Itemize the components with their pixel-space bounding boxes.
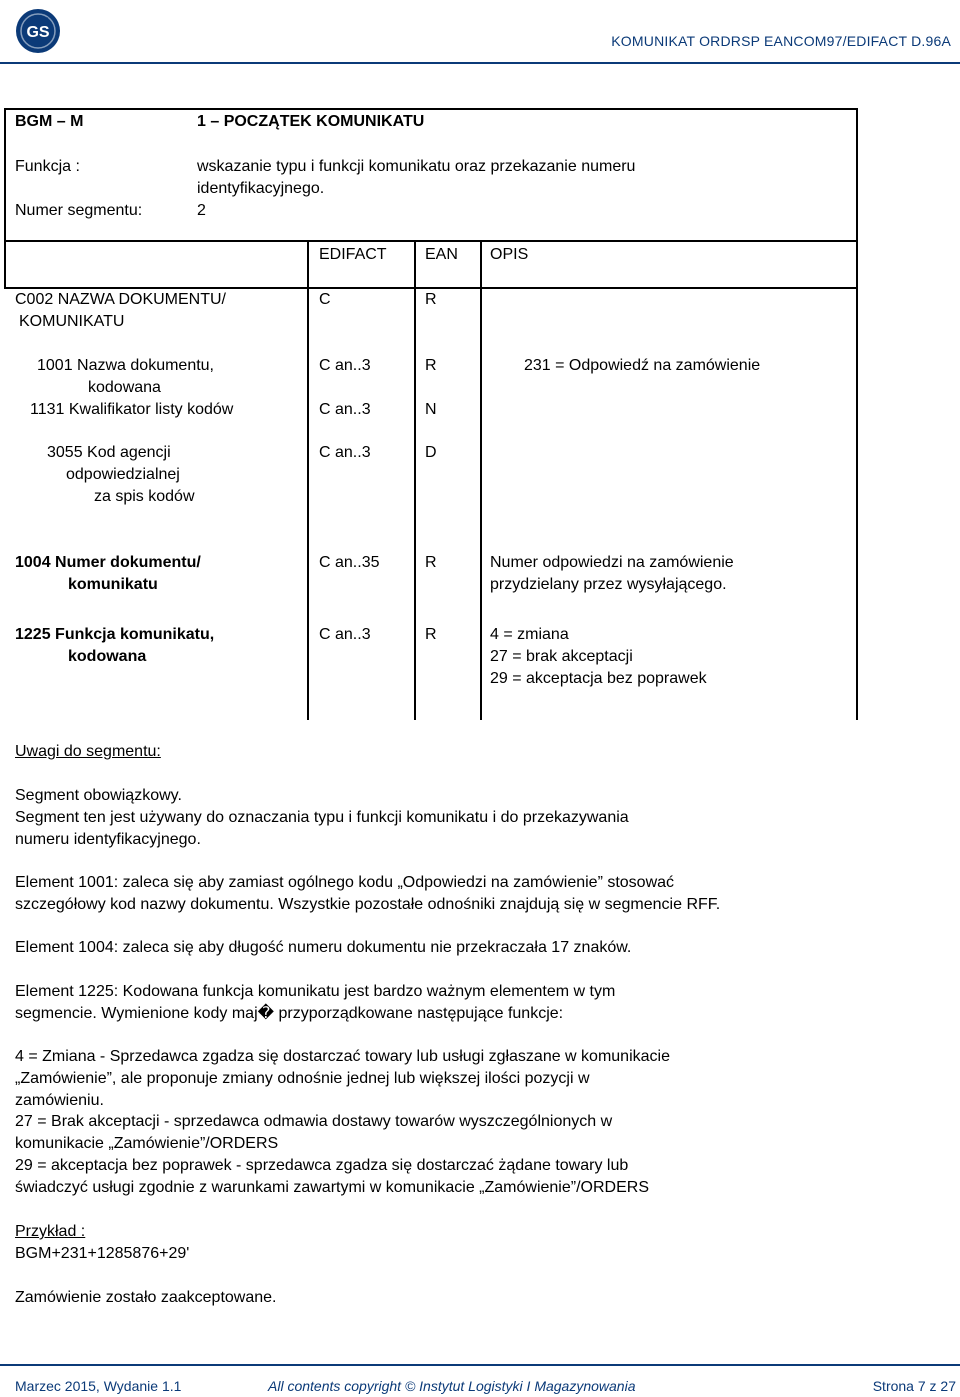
e1004-name-line1: 1004 Numer dokumentu/ (15, 554, 201, 571)
segment-number-label: Numer segmentu: (15, 202, 143, 219)
e1004-ean: R (425, 554, 437, 571)
notes-p6b: „Zamówienie”, ale proponuje zmiany odnośnie jednej lub większej ilości pozycji w (15, 1070, 590, 1087)
function-label: Funkcja : (15, 158, 80, 175)
footer-date: Marzec 2015, Wydanie 1.1 (15, 1378, 182, 1394)
example-value: BGM+231+1285876+29' (15, 1245, 190, 1262)
notes-p2b: numeru identyfikacyjnego. (15, 831, 201, 848)
function-text-1: wskazanie typu i funkcji komunikatu oraz przekazanie numeru (197, 158, 636, 175)
notes-p6c: zamówieniu. (15, 1092, 104, 1109)
e1225-name-line1: 1225 Funkcja komunikatu, (15, 626, 215, 643)
notes-p3a: Element 1001: zaleca się aby zamiast ogólnego kodu „Odpowiedzi na zamówienie” stosować (15, 874, 675, 891)
notes-p7a: 27 = Brak akceptacji - sprzedawca odmawia dostawy towarów wyszczególnionych w (15, 1113, 613, 1130)
e1004-opis-line1: Numer odpowiedzi na zamówienie (490, 554, 734, 571)
table-col-divider-3 (480, 240, 482, 720)
c002-ean: R (425, 291, 437, 308)
logo-text: 1 (44, 15, 51, 29)
e1131-edifact: C an..3 (319, 401, 371, 418)
e1225-opis-line2: 27 = brak akceptacji (490, 648, 633, 665)
function-text-2: identyfikacyjnego. (197, 180, 325, 197)
e1131-ean: N (425, 401, 437, 418)
c002-edifact: C (319, 291, 331, 308)
notes-p1: Segment obowiązkowy. (15, 787, 182, 804)
e1225-edifact: C an..3 (319, 626, 371, 643)
notes-p2a: Segment ten jest używany do oznaczania typu i funkcji komunikatu i do przekazywania (15, 809, 629, 826)
e1225-opis-line1: 4 = zmiana (490, 626, 569, 643)
notes-p7b: komunikacie „Zamówienie”/ORDERS (15, 1135, 279, 1152)
notes-p8b: świadczyć usługi zgodnie z warunkami zawartymi w komunikacie „Zamówienie”/ORDERS (15, 1179, 649, 1196)
col-header-opis: OPIS (490, 246, 529, 263)
svg-text:GS: GS (26, 24, 50, 41)
table-border-left (4, 240, 6, 288)
e3055-edifact: C an..3 (319, 444, 371, 461)
col-header-edifact: EDIFACT (319, 246, 387, 263)
footer-copyright (268, 1377, 636, 1396)
table-border-right (856, 240, 858, 720)
e3055-ean: D (425, 444, 437, 461)
notes-heading: Uwagi do segmentu: (15, 743, 161, 760)
e1004-name-line2: komunikatu (68, 576, 158, 593)
example-note: Zamówienie zostało zaakceptowane. (15, 1289, 277, 1306)
document-title: KOMUNIKAT ORDRSP EANCOM97/EDIFACT D.96A (611, 33, 951, 49)
e1001-opis: 231 = Odpowiedź na zamówienie (524, 357, 761, 374)
segment-name: 1 – POCZĄTEK KOMUNIKATU (197, 113, 425, 130)
segment-number-value: 2 (197, 202, 206, 219)
e3055-name-line3: za spis kodów (94, 488, 195, 505)
c002-name-line1: C002 NAZWA DOKUMENTU/ (15, 291, 226, 308)
notes-p5a: Element 1225: Kodowana funkcja komunikatu jest bardzo ważnym elementem w tym (15, 983, 616, 1000)
footer-page-number: Strona 7 z 27 (872, 1378, 956, 1394)
e3055-name-line1: 3055 Kod agencji (47, 444, 171, 461)
e1225-ean: R (425, 626, 437, 643)
notes-p3b: szczegółowy kod nazwy dokumentu. Wszystkie pozostałe odnośniki znajdują się w segmencie RFF. (15, 896, 721, 913)
e1001-name-line1: 1001 Nazwa dokumentu, (37, 357, 214, 374)
e1001-name-line2: kodowana (88, 379, 161, 396)
gs1-logo-icon (14, 7, 62, 55)
footer-divider (0, 1364, 960, 1366)
footer-copyright-text: All contents copyright © Instytut Logistyki I Magazynowania (268, 1378, 636, 1394)
header-divider (0, 62, 960, 64)
notes-p6a: 4 = Zmiana - Sprzedawca zgadza się dostarczać towary lub usługi zgłaszane w komunikacie (15, 1048, 670, 1065)
e1004-opis-line2: przydzielany przez wysyłającego. (490, 576, 727, 593)
notes-p4: Element 1004: zaleca się aby długość numeru dokumentu nie przekraczała 17 znaków. (15, 939, 632, 956)
e1131-name: 1131 Kwalifikator listy kodów (30, 401, 234, 418)
e1225-name-line2: kodowana (68, 648, 147, 665)
e1004-edifact: C an..35 (319, 554, 380, 571)
col-header-ean: EAN (425, 246, 458, 263)
notes-p5b: segmencie. Wymienione kody maj� przyporządkowane następujące funkcje: (15, 1005, 564, 1022)
segment-code: BGM – M (15, 113, 84, 130)
notes-p8a: 29 = akceptacja bez poprawek - sprzedawca zgadza się dostarczać żądane towary lub (15, 1157, 629, 1174)
e1001-ean: R (425, 357, 437, 374)
e1225-opis-line3: 29 = akceptacja bez poprawek (490, 670, 707, 687)
table-col-divider-2 (414, 240, 416, 720)
e1001-edifact: C an..3 (319, 357, 371, 374)
e3055-name-line2: odpowiedzialnej (66, 466, 180, 483)
example-label: Przykład : (15, 1223, 86, 1240)
c002-name-line2: KOMUNIKATU (19, 313, 125, 330)
table-col-divider-1 (307, 240, 309, 720)
